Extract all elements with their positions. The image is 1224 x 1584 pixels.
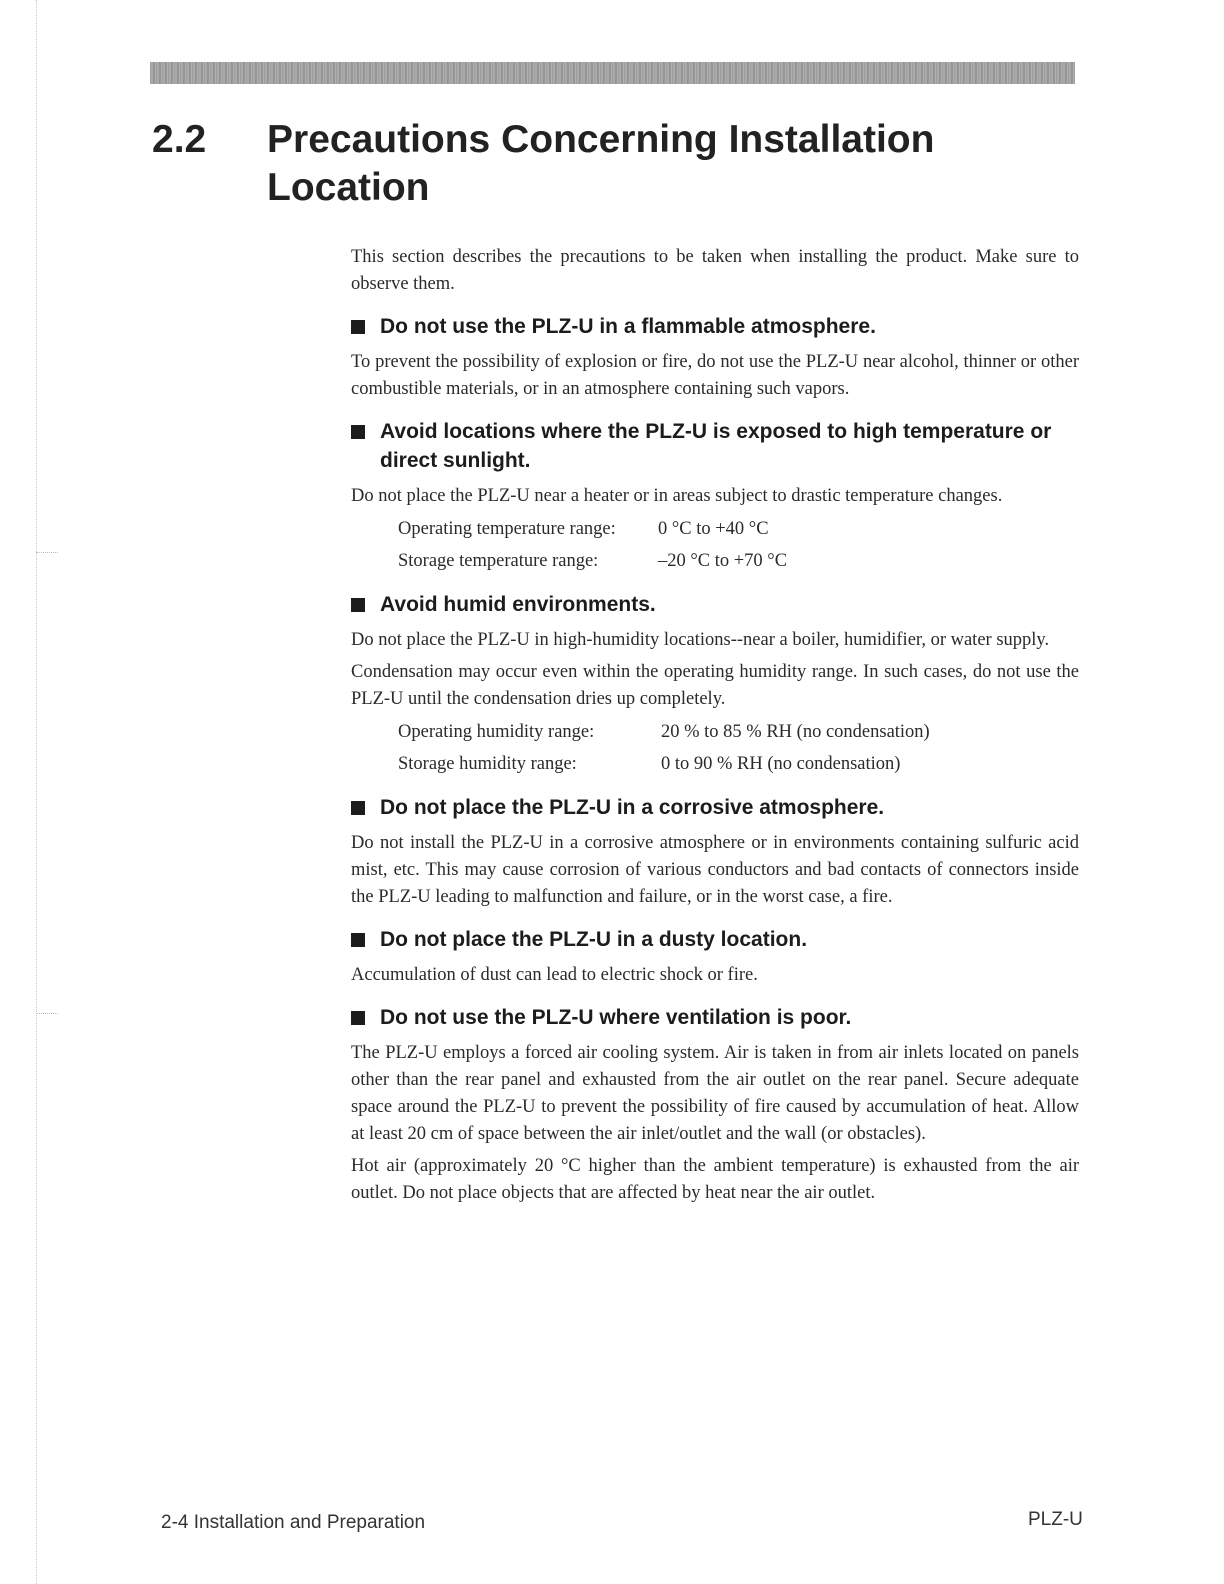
square-bullet-icon bbox=[351, 801, 365, 815]
precaution-heading-text: Avoid locations where the PLZ-U is exposed to high temperature or direct sunlight. bbox=[380, 420, 1052, 472]
spec-value: 0 to 90 % RH (no condensation) bbox=[661, 754, 901, 774]
precaution-heading bbox=[351, 925, 1079, 954]
precaution-paragraph: Condensation may occur even within the operating humidity range. In such cases, do not use the PLZ-U until the condensation dries up completely. bbox=[351, 662, 1079, 709]
spec-row bbox=[398, 547, 1079, 576]
square-bullet-icon bbox=[351, 1011, 365, 1025]
precaution-paragraph: Hot air (approximately 20 °C higher than the ambient temperature) is exhausted from the air outlet. Do not place objects that are affected by heat near the air outlet. bbox=[351, 1156, 1079, 1203]
section-number: 2.2 bbox=[152, 118, 207, 161]
spec-label: Storage temperature range: bbox=[398, 551, 599, 571]
spec-value: –20 °C to +70 °C bbox=[658, 551, 788, 571]
footer-page-label: 2-4 Installation and Preparation bbox=[161, 1512, 426, 1533]
precaution-heading-text: Do not use the PLZ-U in a flammable atmosphere. bbox=[380, 315, 876, 338]
precaution-heading-text: Do not place the PLZ-U in a dusty location. bbox=[380, 928, 808, 951]
spec-label: Operating humidity range: bbox=[398, 722, 595, 742]
square-bullet-icon bbox=[351, 320, 365, 334]
square-bullet-icon bbox=[351, 933, 365, 947]
precaution-paragraph: Do not place the PLZ-U in high-humidity locations--near a boiler, humidifier, or water supply. bbox=[351, 630, 1050, 650]
precaution-paragraph: The PLZ-U employs a forced air cooling system. Air is taken in from air inlets located on panels other than the rear panel and exhausted from the air outlet on the rear panel. Secure adequate space around the PLZ-U to prevent the possibility of fire caused by accumulation of heat. Allow at least 20 cm of space between the air inlet/outlet and the wall (or obstacles). bbox=[351, 1043, 1079, 1144]
square-bullet-icon bbox=[351, 598, 365, 612]
binding-margin-line bbox=[36, 0, 37, 1584]
spec-label: Storage humidity range: bbox=[398, 754, 577, 774]
header-bar bbox=[150, 62, 1075, 84]
precaution-heading bbox=[351, 1003, 1079, 1032]
precaution-paragraph: Accumulation of dust can lead to electric shock or fire. bbox=[351, 965, 758, 985]
precaution-heading bbox=[351, 312, 1079, 341]
section-body bbox=[351, 244, 1079, 1212]
square-bullet-icon bbox=[351, 425, 365, 439]
spec-value: 20 % to 85 % RH (no condensation) bbox=[661, 722, 930, 742]
precaution-heading bbox=[351, 793, 1079, 822]
footer-product-name: PLZ-U bbox=[1028, 1509, 1083, 1530]
margin-tick bbox=[36, 1013, 58, 1014]
precaution-paragraph: To prevent the possibility of explosion or fire, do not use the PLZ-U near alcohol, thinner or other combustible materials, or in an atmosphere containing such vapors. bbox=[351, 352, 1079, 399]
spec-row bbox=[398, 515, 1079, 544]
intro-paragraph: This section describes the precautions to be taken when installing the product. Make sure to observe them. bbox=[351, 247, 1079, 294]
spec-label: Operating temperature range: bbox=[398, 519, 616, 539]
precaution-heading-text: Avoid humid environments. bbox=[380, 593, 656, 616]
precaution-heading-text: Do not use the PLZ-U where ventilation is poor. bbox=[380, 1006, 852, 1029]
precaution-heading bbox=[351, 590, 1079, 619]
precaution-paragraph: Do not install the PLZ-U in a corrosive atmosphere or in environments containing sulfuric acid mist, etc. This may cause corrosion of various conductors and bad contacts of connectors inside the PLZ-U leading to malfunction and failure, or in the worst case, a fire. bbox=[351, 833, 1079, 907]
spec-row bbox=[398, 750, 1079, 779]
precaution-paragraph: Do not place the PLZ-U near a heater or in areas subject to drastic temperature changes. bbox=[351, 486, 1003, 506]
section-title: Precautions Concerning Installation Location bbox=[267, 118, 935, 209]
margin-tick bbox=[36, 552, 58, 553]
precaution-heading bbox=[351, 417, 1079, 475]
spec-row bbox=[398, 718, 1079, 747]
precaution-heading-text: Do not place the PLZ-U in a corrosive atmosphere. bbox=[380, 796, 885, 819]
spec-value: 0 °C to +40 °C bbox=[658, 519, 769, 539]
